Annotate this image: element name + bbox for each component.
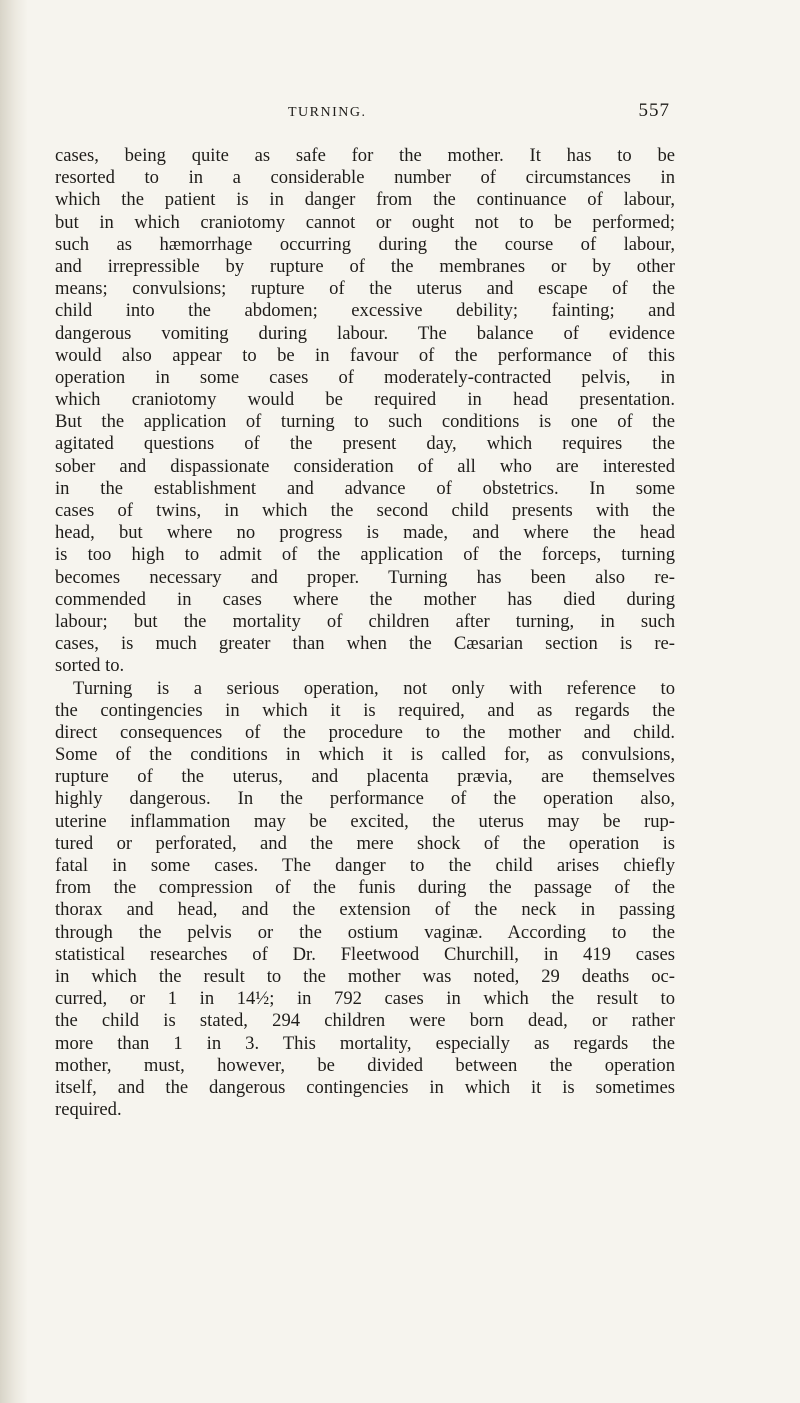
text-line: statistical researches of Dr. Fleetwood Churchill, in 419 cases [55, 943, 675, 965]
text-line: operation in some cases of moderately-contracted pelvis, in [55, 366, 675, 388]
text-line: cases, is much greater than when the Cæsarian section is re- [55, 633, 675, 655]
text-line: becomes necessary and proper. Turning has been also re- [55, 566, 675, 588]
body-text [55, 145, 675, 1121]
text-line: more than 1 in 3. This mortality, especially as regards the [55, 1032, 675, 1054]
text-line: is too high to admit of the application of the forceps, turning [55, 544, 675, 566]
paragraph-first-line: Turning is a serious operation, not only with reference to [73, 677, 675, 699]
text-line: mother, must, however, be divided between the operation [55, 1054, 675, 1076]
text-line: sober and dispassionate consideration of all who are interested [55, 455, 675, 477]
running-head-title: TURNING. [288, 105, 367, 120]
text-line: which craniotomy would be required in head presentation. [55, 389, 675, 411]
text-line: from the compression of the funis during the passage of the [55, 877, 675, 899]
text-line: tured or perforated, and the mere shock of the operation is [55, 832, 675, 854]
paragraph-last-line: sorted to. [55, 655, 125, 677]
text-line: commended in cases where the mother has died during [55, 588, 675, 610]
text-line: dangerous vomiting during labour. The balance of evidence [55, 322, 675, 344]
text-line: direct consequences of the procedure to the mother and child. [55, 721, 675, 743]
text-line: labour; but the mortality of children after turning, in such [55, 610, 675, 632]
text-line: would also appear to be in favour of the performance of this [55, 344, 675, 366]
text-line: through the pelvis or the ostium vaginæ. According to the [55, 921, 675, 943]
text-line: means; convulsions; rupture of the uterus and escape of the [55, 278, 675, 300]
text-line: child into the abdomen; excessive debility; fainting; and [55, 300, 675, 322]
paragraph-last-line: required. [55, 1099, 122, 1121]
text-line: but in which craniotomy cannot or ought not to be performed; [55, 211, 675, 233]
text-line: agitated questions of the present day, which requires the [55, 433, 675, 455]
text-line: uterine inflammation may be excited, the uterus may be rup- [55, 810, 675, 832]
text-line: the child is stated, 294 children were born dead, or rather [55, 1010, 675, 1032]
text-line: cases, being quite as safe for the mother. It has to be [55, 145, 675, 166]
text-line: resorted to in a considerable number of circumstances in [55, 167, 675, 189]
text-line: such as hæmorrhage occurring during the course of labour, [55, 233, 675, 255]
text-line: the contingencies in which it is required, and as regards the [55, 699, 675, 721]
text-line: fatal in some cases. The danger to the child arises chiefly [55, 855, 675, 876]
text-line: curred, or 1 in 14½; in 792 cases in which the result to [55, 988, 675, 1010]
text-line: highly dangerous. In the performance of the operation also, [55, 788, 675, 810]
text-line: and irrepressible by rupture of the membranes or by other [55, 255, 675, 277]
text-line: in the establishment and advance of obstetrics. In some [55, 477, 675, 499]
text-line: head, but where no progress is made, and where the head [55, 522, 675, 544]
text-line: in which the result to the mother was noted, 29 deaths oc- [55, 965, 675, 987]
running-head [288, 100, 670, 126]
text-line: itself, and the dangerous contingencies in which it is sometimes [55, 1076, 675, 1098]
page-number: 557 [638, 100, 670, 121]
text-line: Some of the conditions in which it is called for, as convulsions, [55, 744, 675, 766]
text-line: But the application of turning to such conditions is one of the [55, 411, 675, 433]
text-line: cases of twins, in which the second child presents with the [55, 500, 675, 521]
text-line: thorax and head, and the extension of the neck in passing [55, 899, 675, 921]
text-line: rupture of the uterus, and placenta prævia, are themselves [55, 766, 675, 788]
text-line: which the patient is in danger from the continuance of labour, [55, 189, 675, 211]
